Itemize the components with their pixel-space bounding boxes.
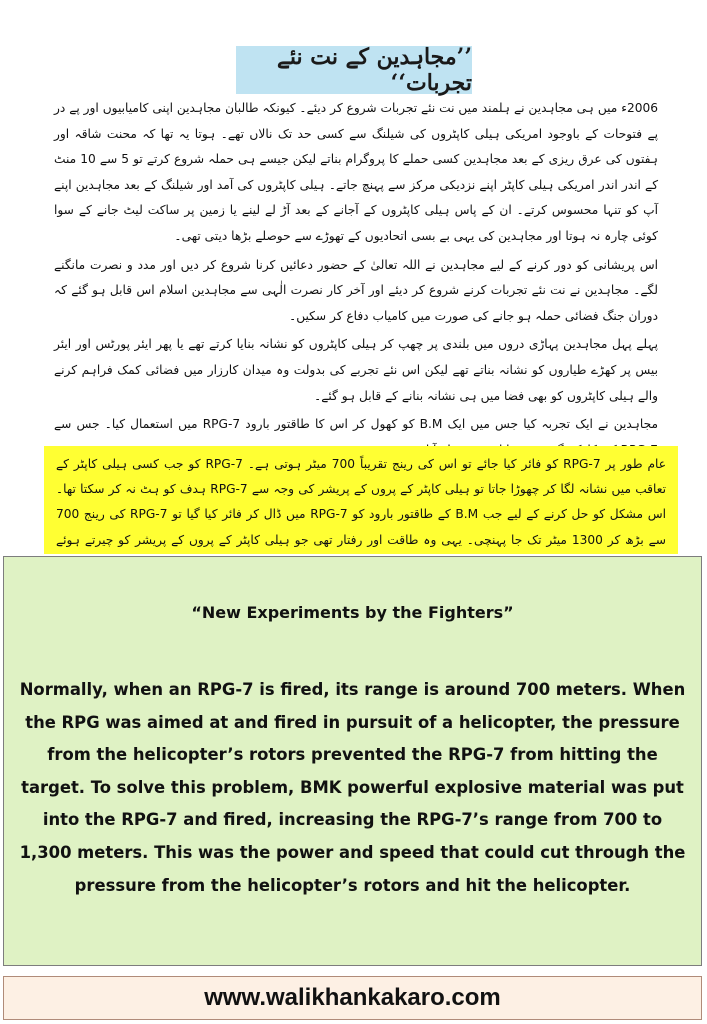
urdu-paragraph-3: پہلے پہل مجاہدین پہاڑی دروں میں بلندی پر چھپ کر ہیلی کاپٹروں کو نشانہ بنایا کرتے تھے یا پھر ایئر پورٹس اور ایئر بیس پر کھڑے طیاروں کو نشانہ بناتے تھے لیکن اس نئے تجربے کی بدولت وہ میدان کارزار میں فضائی کمک فراہم کرنے والے ہیلی کاپٹروں کو بھی فضا میں ہی نشانہ بنانے کے قابل ہو گئے۔ [54,337,658,403]
urdu-title: ’’مجاہدین کے نت نئے تجربات‘‘ [276,44,472,96]
footer-banner [3,976,702,1020]
translation-heading: “New Experiments by the Fighters” [191,603,514,622]
urdu-highlight-text: عام طور پر RPG-7 کو فائر کیا جائے تو اس کی رینج تقریباً 700 میٹر ہوتی ہے۔ RPG-7 کو جب کسی ہیلی کاپٹر کے تعاقب میں نشانہ لگا کر چھوڑا جاتا تو ہیلی کاپٹر کے پروں کے پریشر کی وجہ سے RPG-7 ہدف کو ہٹ نہ کر سکتا تھا۔ اس مشکل کو حل کرنے کے لیے جب B.M کے طاقتور بارود کو RPG-7 میں ڈال کر فائر کیا گیا تو RPG-7 کی رینج 700 سے بڑھ کر 1300 میٹر تک جا پہنچی۔ یہی وہ طاقت اور رفتار تھی جو ہیلی کاپٹر کے پروں کے پریشر کو چیرتے ہوئے [56,457,667,547]
translation-box [3,556,702,966]
urdu-paragraph-4: مجاہدین نے ایک تجربہ کیا جس میں ایک B.M کو کھول کر اس کا طاقتور بارود RPG-7 میں استعمال کیا۔ جس سے [54,417,659,432]
footer-url[interactable]: www.walikhankakaro.com [204,984,501,1011]
urdu-article [54,96,658,466]
urdu-title-box [236,46,472,94]
urdu-paragraph-1: 2006ء میں ہی مجاہدین نے ہلمند میں نت نئے تجربات شروع کر دیئے۔ کیونکہ طالبان مجاہدین اپنی کامیابیوں اور پے در پے فتوحات کے باوجود امریکی ہیلی کاپٹروں کی شیلنگ سے کسی حد تک نالاں تھے۔ ہوتا یہ تھا کہ محنت شاقہ اور ہفتوں کی عرق ریزی کے بعد مجاہدین کسی حملے کا پروگرام بناتے لیکن جیسے ہی حملہ شروع کرتے تو 5 سے 10 منٹ کے اندر اندر امریکی ہیلی کاپٹر اپنے نزدیکی مرکز سے پہنچ جاتے۔ ہیلی کاپٹروں کی آمد اور شیلنگ کے بعد مجاہدین اپنے آپ کو تنہا محسوس کرتے۔ ان کے پاس ہیلی کاپٹروں کے آجانے کے بعد آڑ لے لینے یا زمین پر ساکت لیٹ جانے کے سوا کوئی چارہ نہ ہوتا اور مجاہدین کی یہی بے بسی اتحادیوں کے تھوڑے سے حوصلے بڑھا دیتی تھی۔ [54,101,658,243]
urdu-paragraph-2: اس پریشانی کو دور کرنے کے لیے مجاہدین نے اللہ تعالیٰ کے حضور دعائیں کرنا شروع کر دیں اور مدد و نصرت مانگنے لگے۔ مجاہدین نے نت نئے تجربات کرنے شروع کر دیئے اور آخر کار نصرت الٰہی سے مجاہدین اسلام اس قابل ہو گئے کہ دوران جنگ فضائی حملہ ہو جانے کی صورت میں کامیاب دفاع کر سکیں۔ [54,257,658,323]
translation-body: Normally, when an RPG-7 is fired, its range is around 700 meters. When the RPG was aimed at and fired in pursuit of a helicopter, the pressure from the helicopter’s rotors prevented the RPG-7 from hitting the target. To solve this problem, BMK powerful explosive material was put into the RPG-7 and fired, increasing the RPG-7’s range from 700 to 1,300 meters. This was the power and speed that could cut through the pressure from the helicopter’s rotors and hit the helicopter. [19,680,686,895]
urdu-highlighted-passage [44,446,678,554]
